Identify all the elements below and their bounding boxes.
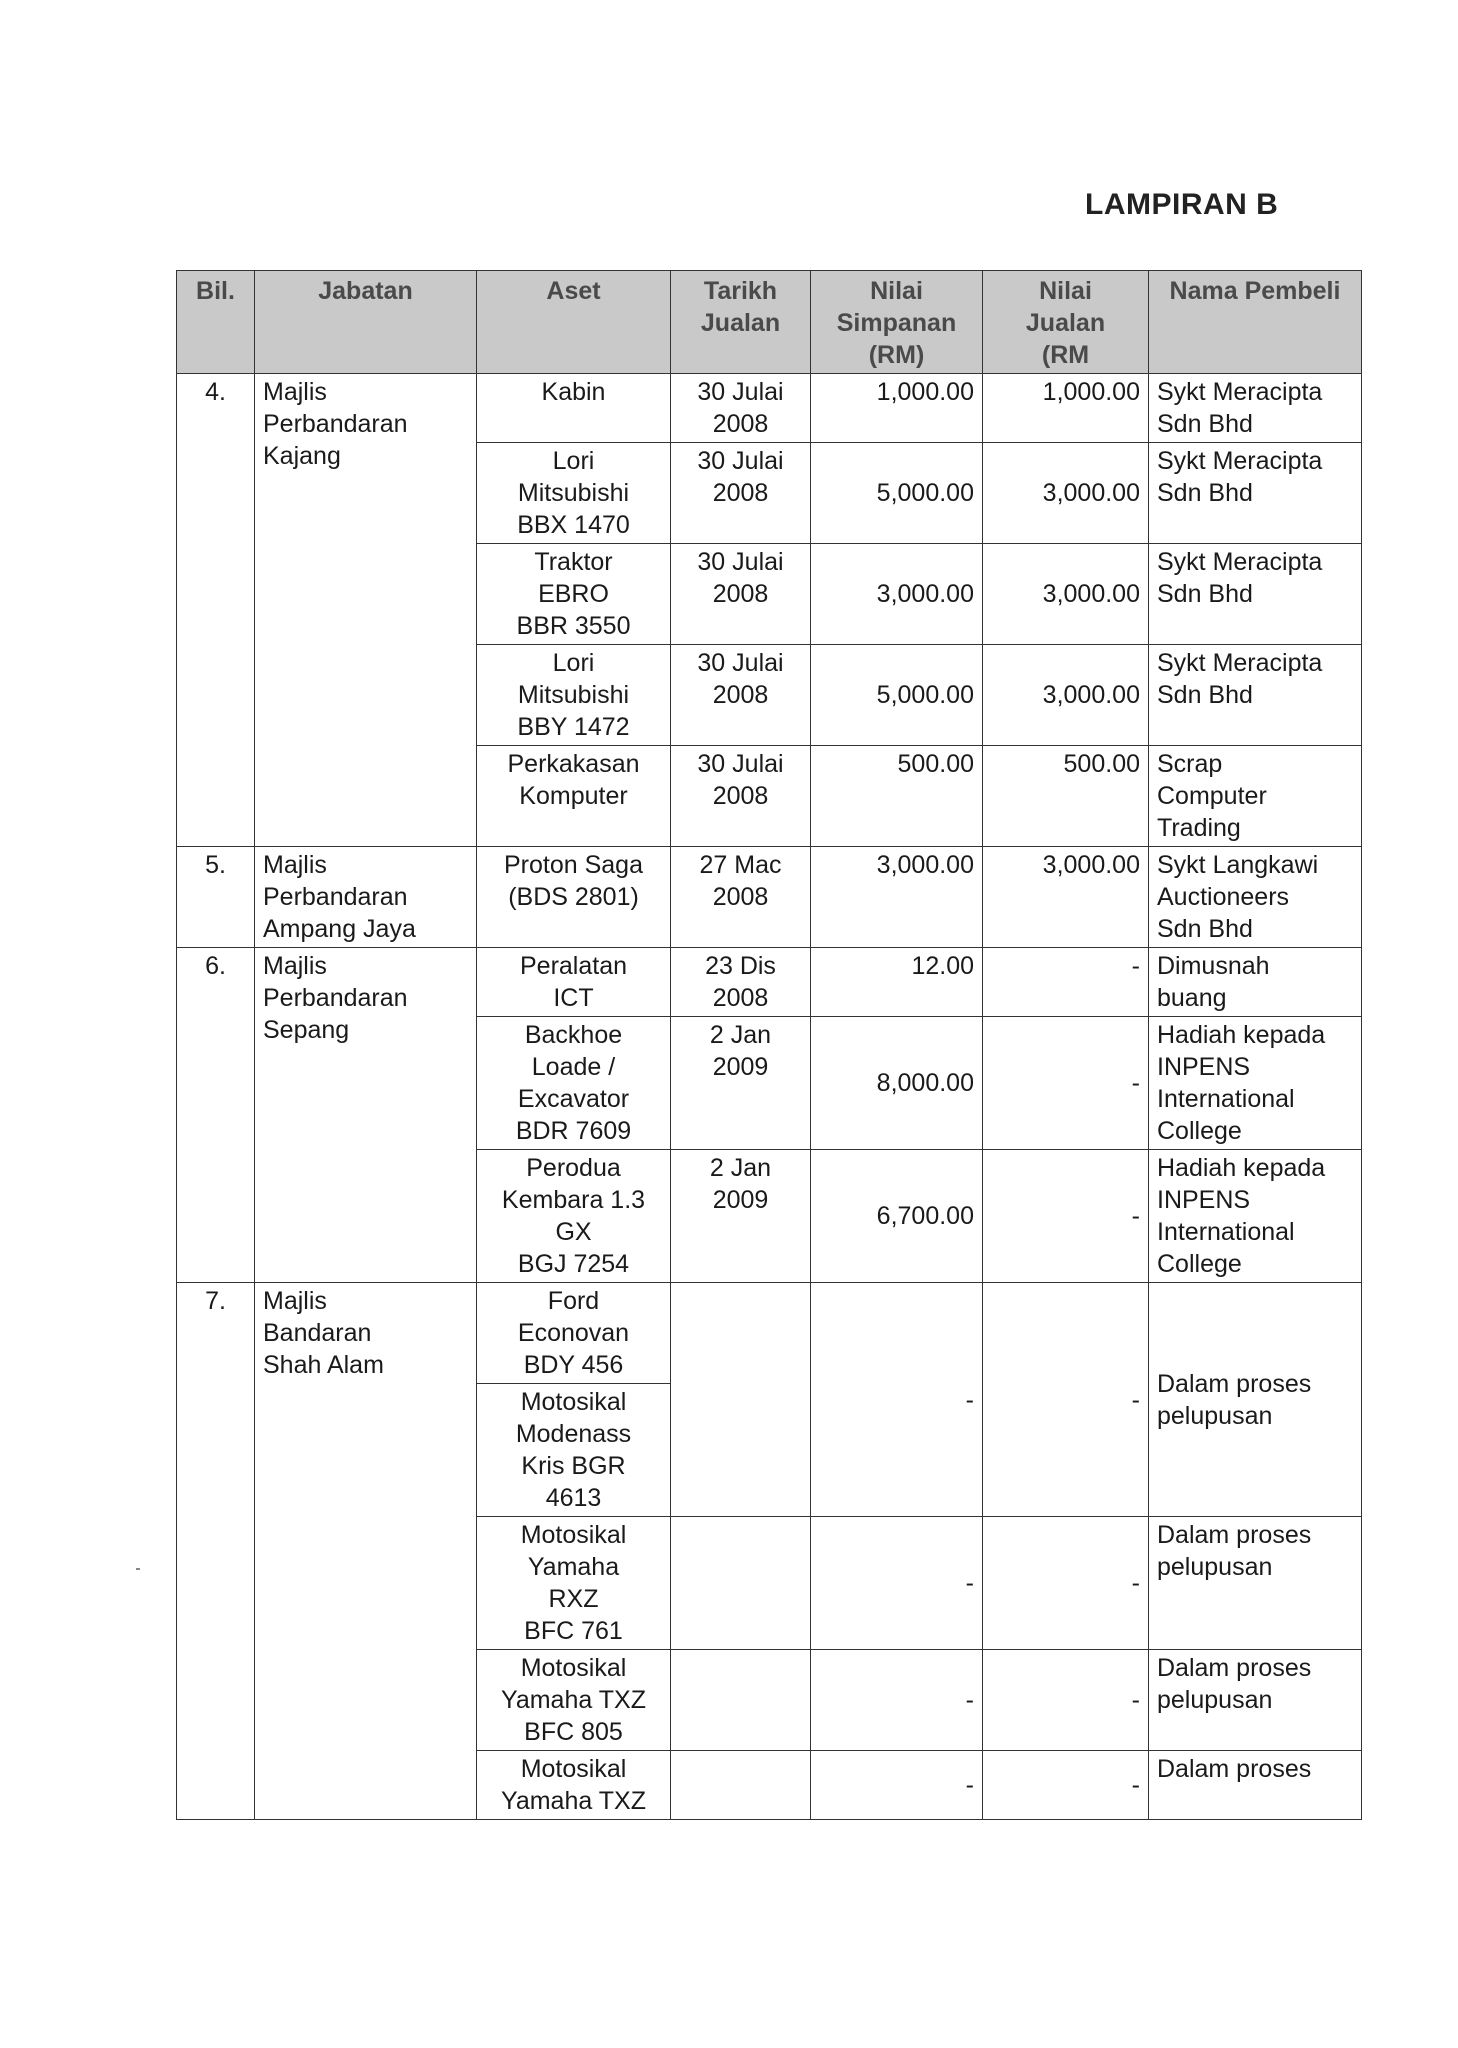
- cell-aset-line: Backhoe: [524, 1021, 623, 1049]
- cell-tarikh-line: 23 Dis: [705, 952, 776, 980]
- cell-aset-line: Yamaha: [527, 1553, 620, 1581]
- cell-nama-pembeli-line: Sdn Bhd: [1157, 410, 1253, 438]
- cell-nilai-simpanan: 8,000.00: [811, 1017, 983, 1150]
- cell-jabatan: [255, 374, 477, 847]
- cell-aset-line: Traktor: [534, 548, 613, 576]
- cell-aset: [477, 1283, 671, 1384]
- cell-jabatan: [255, 847, 477, 948]
- cell-jabatan-line: Majlis: [263, 952, 327, 980]
- table-row: [177, 1283, 1362, 1384]
- cell-nama-pembeli-line: Sdn Bhd: [1157, 915, 1253, 943]
- cell-aset-line: Excavator: [517, 1085, 630, 1113]
- cell-nama-pembeli: [1149, 1283, 1362, 1517]
- cell-aset-line: Mitsubishi: [517, 681, 630, 709]
- cell-aset: [477, 847, 671, 948]
- cell-aset-line: Motosikal: [520, 1521, 627, 1549]
- cell-aset-line: ICT: [553, 984, 594, 1012]
- cell-tarikh-line: 2008: [712, 580, 769, 608]
- cell-aset-line: Yamaha TXZ: [501, 1686, 646, 1714]
- cell-nama-pembeli-line: Sykt Meracipta: [1157, 548, 1323, 576]
- cell-nama-pembeli-line: Sdn Bhd: [1157, 681, 1253, 709]
- cell-aset-line: BFC 761: [524, 1617, 623, 1645]
- cell-nama-pembeli-line: INPENS: [1157, 1186, 1251, 1214]
- cell-aset-line: 4613: [545, 1484, 602, 1512]
- cell-nama-pembeli: [1149, 847, 1362, 948]
- cell-jabatan-line: Bandaran: [263, 1319, 372, 1347]
- header-tarikh-line: Jualan: [700, 309, 781, 337]
- cell-nilai-simpanan: 3,000.00: [811, 847, 983, 948]
- cell-nilai-jualan: -: [983, 1283, 1149, 1517]
- cell-tarikh: [671, 645, 811, 746]
- cell-tarikh: [671, 544, 811, 645]
- cell-nama-pembeli: [1149, 374, 1362, 443]
- cell-nilai-jualan: 3,000.00: [983, 544, 1149, 645]
- cell-tarikh-line: 30 Julai: [697, 750, 784, 778]
- cell-nama-pembeli-line: College: [1157, 1250, 1242, 1278]
- cell-aset-line: Kembara 1.3: [501, 1186, 646, 1214]
- cell-tarikh-line: 2008: [712, 883, 769, 911]
- cell-tarikh-line: 2008: [712, 681, 769, 709]
- asset-disposal-table: [176, 270, 1362, 1820]
- cell-nama-pembeli-line: Auctioneers: [1157, 883, 1290, 911]
- cell-nama-pembeli-line: College: [1157, 1117, 1242, 1145]
- cell-tarikh-line: 2009: [712, 1053, 769, 1081]
- cell-nilai-jualan: 3,000.00: [983, 645, 1149, 746]
- cell-nama-pembeli-line: Sykt Meracipta: [1157, 447, 1323, 475]
- cell-aset-line: Perkakasan: [507, 750, 640, 778]
- cell-nama-pembeli-line: Sykt Meracipta: [1157, 649, 1323, 677]
- cell-jabatan-line: Majlis: [263, 378, 327, 406]
- cell-aset: [477, 645, 671, 746]
- cell-nilai-simpanan: -: [811, 1751, 983, 1820]
- header-tarikh: [671, 271, 811, 374]
- header-jualan-line: Jualan: [1025, 309, 1106, 337]
- cell-aset-line: Modenass: [515, 1420, 632, 1448]
- table-row: [177, 374, 1362, 443]
- table-header-row: [177, 271, 1362, 374]
- cell-aset-line: Motosikal: [520, 1654, 627, 1682]
- cell-aset-line: Lori: [552, 649, 595, 677]
- cell-tarikh: [671, 1650, 811, 1751]
- cell-tarikh: [671, 847, 811, 948]
- cell-nama-pembeli: [1149, 1650, 1362, 1751]
- header-aset: Aset: [477, 271, 671, 374]
- cell-tarikh-line: 2 Jan: [709, 1154, 772, 1182]
- table-row: [177, 847, 1362, 948]
- cell-tarikh-line: 30 Julai: [697, 447, 784, 475]
- cell-nama-pembeli: [1149, 1751, 1362, 1820]
- cell-nama-pembeli-line: Computer: [1157, 782, 1267, 810]
- cell-bil: 5.: [177, 847, 255, 948]
- cell-nama-pembeli-line: Dalam proses: [1157, 1369, 1312, 1398]
- cell-tarikh-line: 2008: [712, 782, 769, 810]
- header-simpanan-line: (RM): [868, 341, 925, 369]
- cell-nilai-simpanan: -: [811, 1650, 983, 1751]
- cell-nama-pembeli-line: Dimusnah: [1157, 952, 1270, 980]
- cell-tarikh-line: 2008: [712, 410, 769, 438]
- cell-nilai-jualan: -: [983, 1650, 1149, 1751]
- cell-jabatan-line: Perbandaran: [263, 984, 408, 1012]
- cell-nama-pembeli-line: Hadiah kepada: [1157, 1021, 1326, 1049]
- cell-aset-line: Peralatan: [519, 952, 628, 980]
- cell-nama-pembeli-line: Scrap: [1157, 750, 1223, 778]
- cell-tarikh: [671, 1517, 811, 1650]
- cell-aset-line: GX: [555, 1218, 592, 1246]
- cell-nama-pembeli-line: Dalam proses: [1157, 1654, 1312, 1682]
- cell-jabatan: [255, 1283, 477, 1820]
- cell-aset: [477, 746, 671, 847]
- cell-nama-pembeli-line: Sykt Langkawi: [1157, 851, 1319, 879]
- cell-nama-pembeli: [1149, 746, 1362, 847]
- cell-aset: [477, 1017, 671, 1150]
- cell-tarikh: [671, 1150, 811, 1283]
- cell-tarikh: [671, 948, 811, 1017]
- cell-nama-pembeli-line: pelupusan: [1157, 1553, 1273, 1581]
- header-bil: Bil.: [177, 271, 255, 374]
- cell-nilai-simpanan: 5,000.00: [811, 443, 983, 544]
- cell-aset-line: Yamaha TXZ: [501, 1787, 646, 1815]
- cell-aset-line: Kris BGR: [521, 1452, 626, 1480]
- cell-aset-line: BDR 7609: [515, 1117, 632, 1145]
- header-nama-pembeli: Nama Pembeli: [1149, 271, 1362, 374]
- cell-aset-line: Kabin: [541, 378, 606, 406]
- cell-jabatan-line: Majlis: [263, 851, 327, 879]
- cell-tarikh: [671, 374, 811, 443]
- cell-aset-line: Mitsubishi: [517, 479, 630, 507]
- cell-aset: [477, 948, 671, 1017]
- cell-nilai-simpanan: 500.00: [811, 746, 983, 847]
- cell-nama-pembeli-line: pelupusan: [1157, 1401, 1273, 1430]
- cell-nilai-simpanan: -: [811, 1283, 983, 1517]
- scan-speck: [136, 1568, 140, 1570]
- cell-nama-pembeli-line: Dalam proses: [1157, 1755, 1312, 1783]
- header-simpanan-line: Nilai: [870, 277, 923, 305]
- cell-aset-line: BFC 805: [524, 1718, 623, 1746]
- cell-tarikh-line: 2008: [712, 479, 769, 507]
- cell-aset: [477, 374, 671, 443]
- cell-aset-line: Proton Saga: [504, 851, 643, 879]
- cell-aset: [477, 1384, 671, 1517]
- cell-nama-pembeli-line: Sdn Bhd: [1157, 479, 1253, 507]
- cell-nama-pembeli: [1149, 443, 1362, 544]
- table-body: [177, 374, 1362, 1820]
- cell-nama-pembeli-line: International: [1157, 1218, 1295, 1246]
- cell-nama-pembeli-line: Dalam proses: [1157, 1521, 1312, 1549]
- cell-aset-line: BBR 3550: [516, 612, 631, 640]
- cell-nilai-jualan: -: [983, 948, 1149, 1017]
- cell-nilai-jualan: 1,000.00: [983, 374, 1149, 443]
- cell-aset-line: (BDS 2801): [508, 883, 639, 911]
- cell-aset-line: BBX 1470: [517, 511, 630, 539]
- header-simpanan-line: Simpanan: [836, 309, 957, 337]
- cell-nama-pembeli: [1149, 1017, 1362, 1150]
- cell-tarikh: [671, 1751, 811, 1820]
- cell-tarikh: [671, 443, 811, 544]
- cell-nilai-simpanan: 3,000.00: [811, 544, 983, 645]
- cell-aset-line: Motosikal: [520, 1755, 627, 1783]
- cell-jabatan-line: Majlis: [263, 1287, 327, 1315]
- cell-nilai-jualan: 3,000.00: [983, 847, 1149, 948]
- cell-nama-pembeli-line: Trading: [1157, 814, 1241, 842]
- cell-nama-pembeli-line: INPENS: [1157, 1053, 1251, 1081]
- cell-nama-pembeli: [1149, 645, 1362, 746]
- cell-aset-line: BBY 1472: [517, 713, 630, 741]
- cell-nama-pembeli-line: pelupusan: [1157, 1686, 1273, 1714]
- cell-tarikh-line: 2 Jan: [709, 1021, 772, 1049]
- appendix-heading: LAMPIRAN B: [1085, 188, 1279, 221]
- cell-nilai-jualan: 500.00: [983, 746, 1149, 847]
- header-jualan-line: Nilai: [1039, 277, 1092, 305]
- cell-aset: [477, 1751, 671, 1820]
- cell-aset: [477, 1517, 671, 1650]
- cell-aset: [477, 544, 671, 645]
- cell-nilai-simpanan: -: [811, 1517, 983, 1650]
- cell-nilai-jualan: -: [983, 1517, 1149, 1650]
- cell-tarikh: [671, 1017, 811, 1150]
- cell-nama-pembeli-line: Sdn Bhd: [1157, 580, 1253, 608]
- header-nilai-jualan: [983, 271, 1149, 374]
- header-jabatan: Jabatan: [255, 271, 477, 374]
- header-jualan-line: (RM: [1041, 341, 1090, 369]
- cell-jabatan-line: Sepang: [263, 1016, 350, 1044]
- cell-nilai-simpanan: 5,000.00: [811, 645, 983, 746]
- cell-nama-pembeli: [1149, 1517, 1362, 1650]
- header-nilai-simpanan: [811, 271, 983, 374]
- cell-nilai-jualan: -: [983, 1751, 1149, 1820]
- cell-tarikh: [671, 746, 811, 847]
- cell-aset-line: EBRO: [538, 580, 609, 608]
- cell-nama-pembeli: [1149, 948, 1362, 1017]
- cell-tarikh-line: 30 Julai: [697, 548, 784, 576]
- cell-nilai-jualan: -: [983, 1150, 1149, 1283]
- cell-tarikh-line: 2009: [712, 1186, 769, 1214]
- cell-jabatan-line: Kajang: [263, 442, 341, 470]
- cell-nama-pembeli-line: buang: [1157, 984, 1227, 1012]
- cell-bil: 7.: [177, 1283, 255, 1820]
- cell-tarikh-line: 27 Mac: [699, 851, 782, 879]
- cell-jabatan-line: Perbandaran: [263, 883, 408, 911]
- cell-tarikh-line: 30 Julai: [697, 649, 784, 677]
- cell-nilai-simpanan: 12.00: [811, 948, 983, 1017]
- cell-tarikh-line: 2008: [712, 984, 769, 1012]
- cell-nama-pembeli-line: Hadiah kepada: [1157, 1154, 1326, 1182]
- cell-nama-pembeli-line: International: [1157, 1085, 1295, 1113]
- cell-tarikh-line: 30 Julai: [697, 378, 784, 406]
- cell-aset: [477, 1650, 671, 1751]
- cell-jabatan-line: Perbandaran: [263, 410, 408, 438]
- cell-nama-pembeli-line: Sykt Meracipta: [1157, 378, 1323, 406]
- cell-aset-line: BDY 456: [523, 1351, 624, 1379]
- cell-aset-line: Perodua: [526, 1154, 621, 1182]
- cell-jabatan-line: Ampang Jaya: [263, 915, 416, 943]
- cell-nilai-simpanan: 1,000.00: [811, 374, 983, 443]
- cell-aset-line: Komputer: [519, 782, 628, 810]
- cell-bil: 4.: [177, 374, 255, 847]
- cell-aset-line: Motosikal: [520, 1388, 627, 1416]
- cell-jabatan: [255, 948, 477, 1283]
- cell-tarikh: [671, 1283, 811, 1517]
- header-tarikh-line: Tarikh: [703, 277, 778, 305]
- cell-nama-pembeli: [1149, 544, 1362, 645]
- cell-nilai-jualan: -: [983, 1017, 1149, 1150]
- cell-nilai-jualan: 3,000.00: [983, 443, 1149, 544]
- cell-jabatan-line: Shah Alam: [263, 1351, 384, 1379]
- table-row: [177, 948, 1362, 1017]
- cell-aset-line: BGJ 7254: [517, 1250, 630, 1278]
- cell-aset: [477, 443, 671, 544]
- cell-aset-line: RXZ: [548, 1585, 599, 1613]
- cell-aset: [477, 1150, 671, 1283]
- cell-nilai-simpanan: 6,700.00: [811, 1150, 983, 1283]
- cell-nama-pembeli: [1149, 1150, 1362, 1283]
- cell-bil: 6.: [177, 948, 255, 1283]
- cell-aset-line: Loade /: [531, 1053, 616, 1081]
- cell-aset-line: Econovan: [517, 1319, 630, 1347]
- cell-aset-line: Lori: [552, 447, 595, 475]
- cell-aset-line: Ford: [547, 1287, 600, 1315]
